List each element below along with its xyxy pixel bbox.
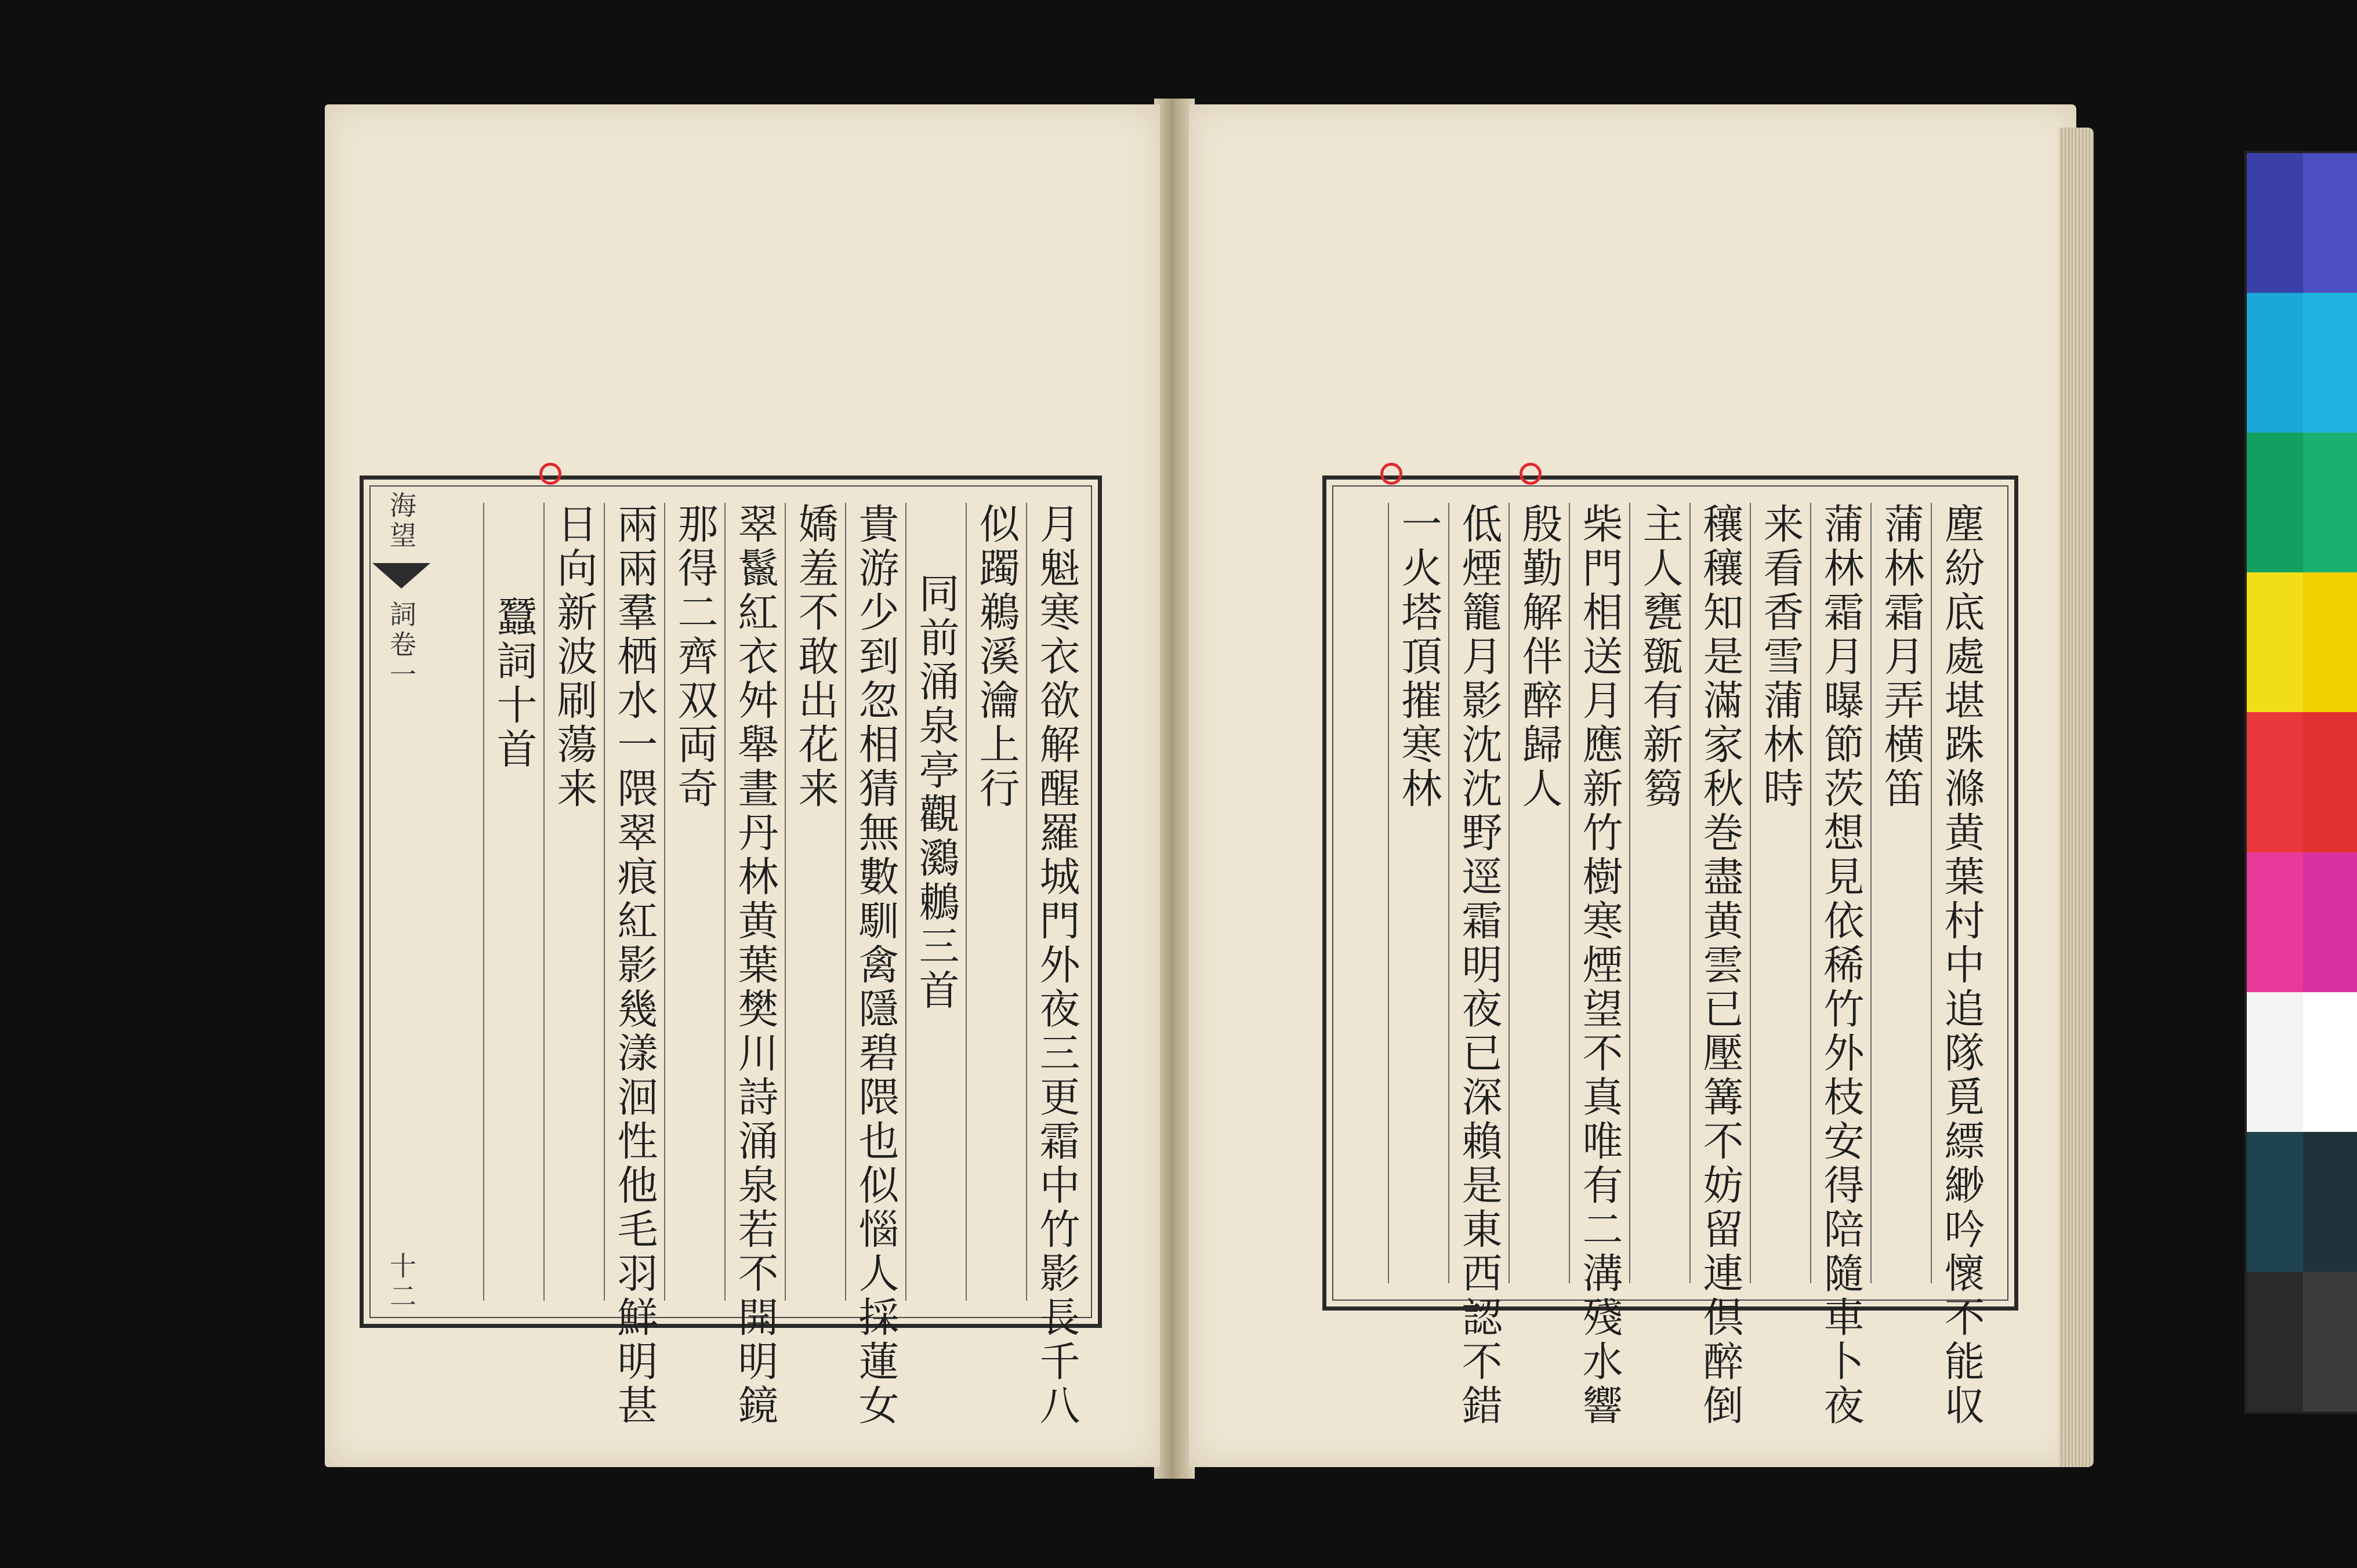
right-page [1189, 104, 2076, 1467]
color-patch [2247, 1132, 2357, 1272]
color-patch [2247, 712, 2357, 852]
text-column: 蒲林霜月曝節茨想見依稀竹外枝安得陪隨車卜夜 [1810, 503, 1870, 1283]
text-column: 貴游少到忽相猜無數馴禽隱碧隈也似惱人採蓮女 [845, 503, 905, 1301]
text-column: 来看香雪蒲林時 [1750, 503, 1810, 1283]
text-column: 低煙籠月影沈沈野逕霜明夜已深賴是東西認不錯 [1448, 503, 1509, 1283]
text-column: 日向新波刷蕩来 [543, 503, 604, 1301]
text-column: 同前涌泉亭觀鸂鶒三首 [905, 503, 966, 1301]
color-patch [2247, 153, 2357, 293]
color-patch [2247, 852, 2357, 992]
text-column: 蒲林霜月弄横笛 [1870, 503, 1931, 1283]
color-patch [2247, 433, 2357, 572]
left-columns [451, 503, 1086, 1428]
text-column: 一火塔頂摧寒林 [1388, 503, 1448, 1283]
folio-number: 十二 [386, 1252, 417, 1312]
left-banxin [369, 491, 433, 1312]
text-column: 蠶詞十首 [483, 503, 543, 1301]
open-book [325, 99, 2111, 1479]
text-column: 兩兩羣栖水一隈翠痕紅影幾漾洄性他毛羽鮮明甚 [604, 503, 664, 1301]
color-patch [2247, 572, 2357, 712]
red-circle-mark [539, 463, 561, 485]
color-patch [2247, 1272, 2357, 1411]
text-column: 似躅鵜溪瀹上行 [966, 503, 1026, 1301]
left-text-frame [360, 476, 1102, 1428]
right-columns [1338, 503, 1991, 1428]
text-column: 那得二齊双両奇 [664, 503, 724, 1301]
text-column: 塵紛底處堪跦滌黄葉村中追隊覓縹緲吟懷不能収 [1931, 503, 1991, 1283]
page-edges [2059, 128, 2094, 1467]
text-column: 柴門相送月應新竹樹寒煙望不真唯有二溝殘水響 [1569, 503, 1629, 1283]
text-column: 嬌羞不敢出花来 [785, 503, 845, 1301]
left-page [325, 104, 1160, 1467]
color-calibration-card [2244, 151, 2357, 1414]
right-text-frame [1322, 476, 2018, 1428]
text-column: 主人甕㽅有新篘 [1629, 503, 1689, 1283]
fishtail-mark [372, 563, 430, 589]
red-circle-mark [1520, 463, 1542, 485]
color-patch [2247, 992, 2357, 1132]
banxin-title: 詞卷一 [386, 600, 417, 691]
text-column: 翠鬣紅衣舛舉晝丹林黄葉樊川詩涌泉若不開明鏡 [724, 503, 785, 1301]
text-column: 月魁寒衣欲解醒羅城門外夜三更霜中竹影長千八 [1026, 503, 1086, 1301]
red-circle-mark [1380, 463, 1402, 485]
text-column: 穰穰知是滿家秋巻盡黄雲已壓篝不妨留連倶醉倒 [1689, 503, 1750, 1283]
text-column: 殷勤解伴醉歸人 [1509, 503, 1569, 1283]
color-patch [2247, 293, 2357, 433]
banxin-top-label: 海望 [386, 491, 417, 551]
